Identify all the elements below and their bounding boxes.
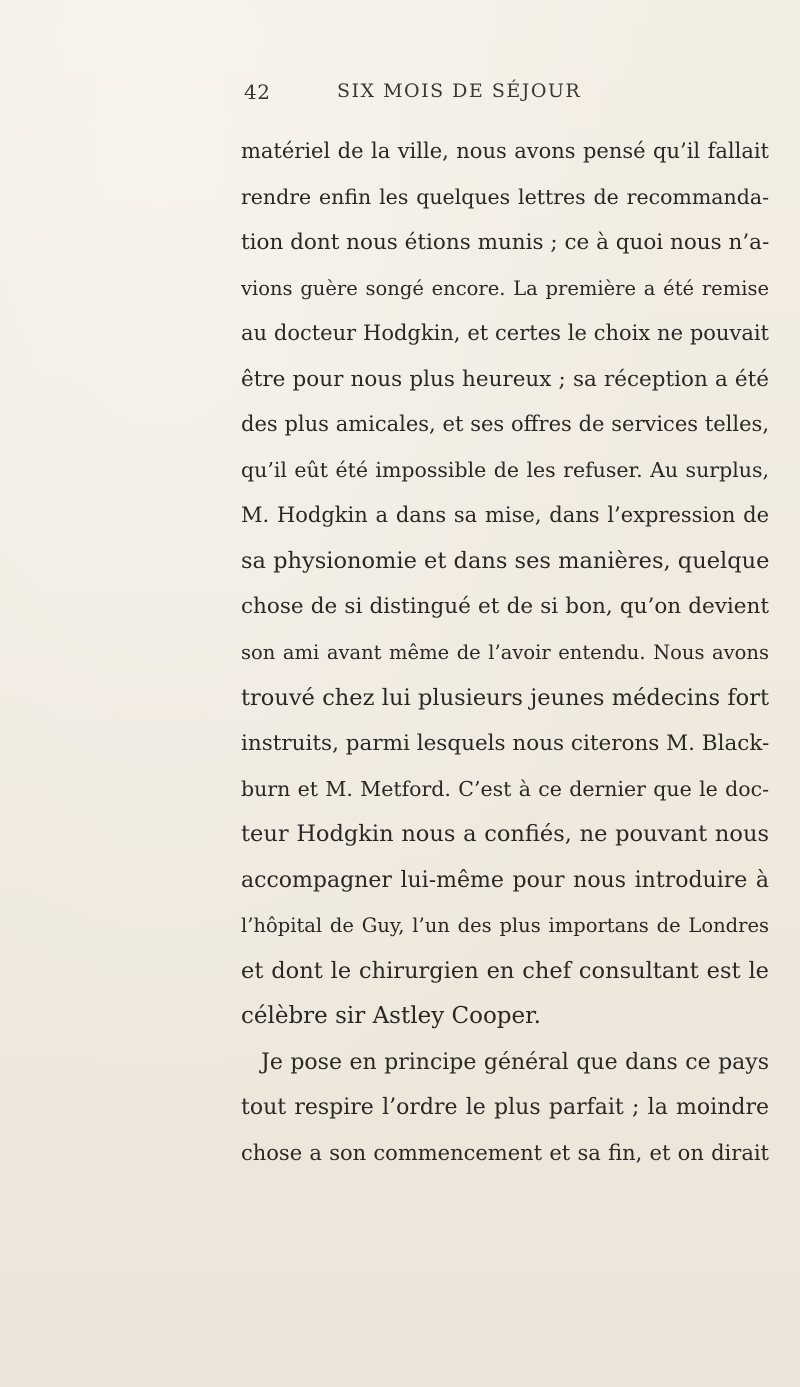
text-line: trouvé chez lui plusieurs jeunes médecins fort bbox=[241, 684, 769, 711]
text-line: l’hôpital de Guy, l’un des plus importans de Londres bbox=[241, 914, 769, 938]
text-line: son ami avant même de l’avoir entendu. Nous avons bbox=[241, 641, 769, 665]
running-title: SIX MOIS DE SÉJOUR bbox=[337, 80, 582, 102]
text-line: chose de si distingué et de si bon, qu’on devient bbox=[241, 594, 769, 620]
text-line: des plus amicales, et ses offres de services telles, bbox=[241, 412, 769, 437]
text-line: tout respire l’ordre le plus parfait ; la moindre bbox=[241, 1095, 769, 1121]
text-line: instruits, parmi lesquels nous citerons M. Black- bbox=[241, 731, 770, 757]
text-line: Je pose en principe général que dans ce pays bbox=[261, 1049, 769, 1075]
text-line: être pour nous plus heureux ; sa réception a été bbox=[241, 366, 769, 392]
text-line: accompagner lui-même pour nous introduire à bbox=[241, 867, 769, 893]
page-number: 42 bbox=[244, 80, 271, 104]
text-line: chose a son commencement et sa fin, et on dirait bbox=[241, 1141, 769, 1166]
text-line: vions guère songé encore. La première a été remise bbox=[241, 276, 769, 300]
text-line: rendre enfin les quelques lettres de recommanda- bbox=[241, 184, 769, 209]
text-line: célèbre sir Astley Cooper. bbox=[241, 1003, 541, 1030]
body-text bbox=[241, 129, 769, 1177]
text-line: au docteur Hodgkin, et certes le choix ne pouvait bbox=[241, 321, 769, 346]
text-line: teur Hodgkin nous a confiés, ne pouvant nous bbox=[241, 821, 769, 848]
text-line: matériel de la ville, nous avons pensé qu’il fallait bbox=[241, 139, 769, 163]
text-line: sa physionomie et dans ses manières, quelque bbox=[241, 547, 770, 574]
text-line: burn et M. Metford. C’est à ce dernier que le doc- bbox=[241, 776, 769, 801]
text-line: qu’il eût été impossible de les refuser. Au surplus, bbox=[241, 457, 769, 482]
text-line: tion dont nous étions munis ; ce à quoi nous n’a- bbox=[241, 230, 770, 256]
text-line: et dont le chirurgien en chef consultant est le bbox=[241, 957, 769, 984]
text-line: M. Hodgkin a dans sa mise, dans l’expression de bbox=[241, 503, 769, 528]
